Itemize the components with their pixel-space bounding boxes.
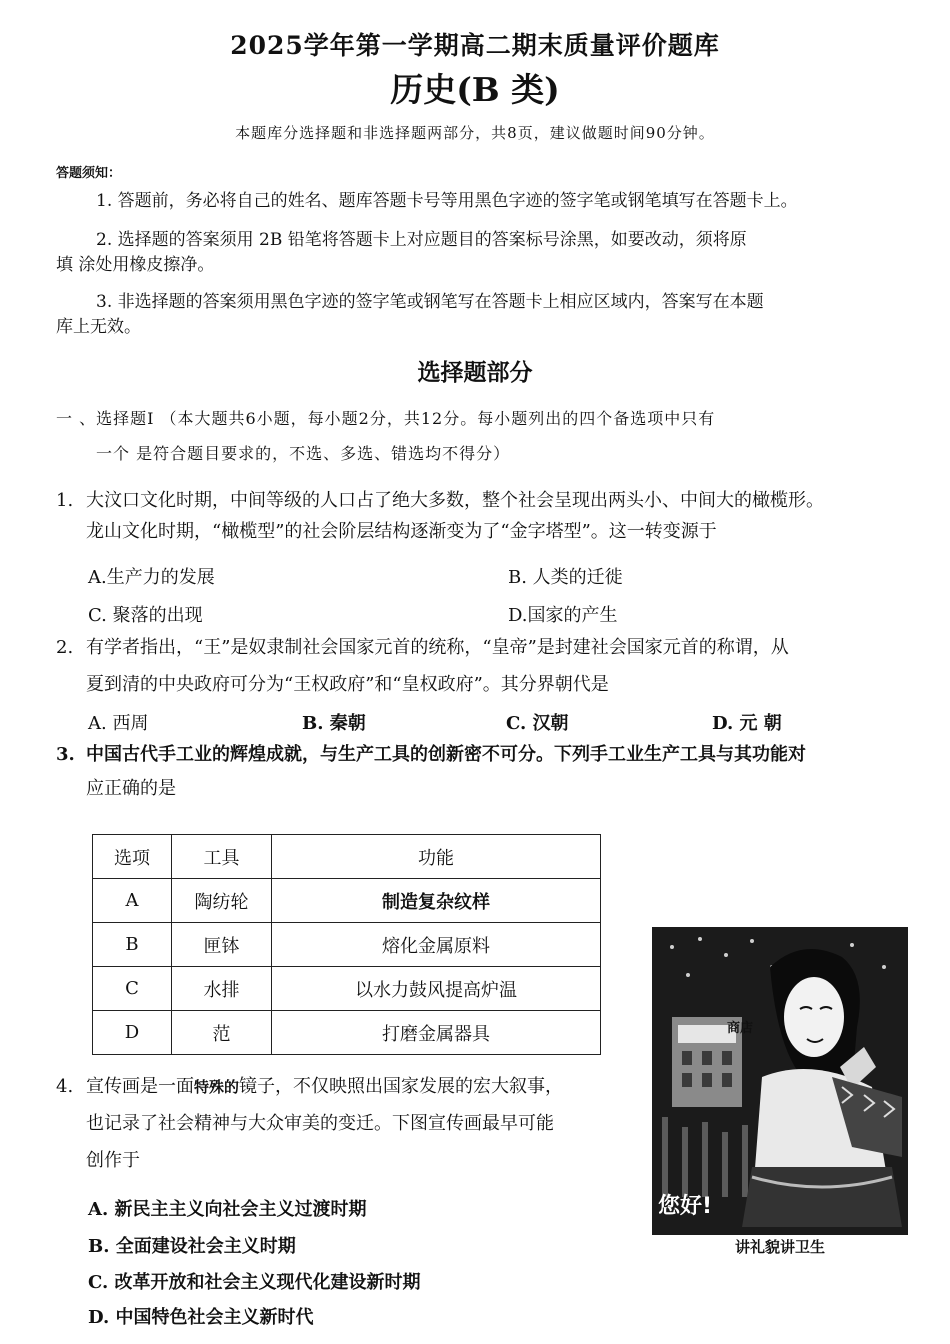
table-cell: A (93, 879, 172, 923)
q1-stem-line-1: 大汶口文化时期，中间等级的人口占了绝大多数，整个社会呈现出两头小、中间大的橄榄形。 (86, 490, 824, 511)
q4-stem-line-3: 创作于 (86, 1150, 140, 1171)
table-header-cell: 功能 (272, 835, 601, 879)
q3-stem-line-2: 应正确的是 (86, 778, 176, 799)
q4-number: 4. (56, 1076, 74, 1097)
poster-signboard: 商店 (726, 1021, 753, 1036)
table-header-cell: 选项 (93, 835, 172, 879)
table-cell: 匣钵 (172, 923, 272, 967)
table-row (93, 879, 601, 923)
table-cell: D (93, 1011, 172, 1055)
part-instructions-line-2: 一个 是符合题目要求的，不选、多选、错选均不得分） (96, 444, 511, 463)
notice-item-3-line-2: 库上无效。 (56, 317, 141, 337)
table-header-cell: 工具 (172, 835, 272, 879)
q2-option-c[interactable]: C. 汉朝 (506, 713, 569, 734)
poster-slogan: 讲礼貌讲卫生 (734, 1238, 825, 1256)
q4-option-a[interactable]: A. 新民主主义向社会主义过渡时期 (88, 1199, 367, 1220)
poster-greeting: 您好! (658, 1194, 713, 1219)
q1-stem-line-2: 龙山文化时期，“橄榄型”的社会阶层结构逐渐变为了“金字塔型”。这一转变源于 (86, 521, 717, 542)
tools-table (92, 834, 601, 1055)
table-header-row (93, 835, 601, 879)
q1-option-d[interactable]: D.国家的产生 (508, 605, 618, 626)
q2-stem-line-2: 夏到清的中央政府可分为“王权政府”和“皇权政府”。其分界朝代是 (86, 674, 609, 695)
exam-intro: 本题库分选择题和非选择题两部分，共8页，建议做题时间90分钟。 (235, 124, 715, 142)
table-cell: B (93, 923, 172, 967)
part-instructions-line-1: 一 、选择题Ⅰ （本大题共6小题，每小题2分，共12分。每小题列出的四个备选项中只有 (56, 409, 716, 428)
table-cell: C (93, 967, 172, 1011)
q4-option-c[interactable]: C. 改革开放和社会主义现代化建设新时期 (88, 1272, 421, 1293)
table-cell: 制造复杂纹样 (272, 879, 601, 923)
q4-option-b[interactable]: B. 全面建设社会主义时期 (88, 1236, 296, 1257)
table-row (93, 1011, 601, 1055)
table-cell: 熔化金属原料 (272, 923, 601, 967)
notice-item-1: 1. 答题前，务必将自己的姓名、题库答题卡号等用黑色字迹的签字笔或钢笔填写在答题卡上。 (96, 191, 798, 211)
q4-stem-line-1 (86, 1068, 563, 1106)
section-title: 选择题部分 (417, 360, 533, 386)
q1-option-a[interactable]: A.生产力的发展 (88, 567, 215, 588)
table-row (93, 923, 601, 967)
subject-title: 历史(B 类) (390, 70, 560, 109)
q1-option-b[interactable]: B. 人类的迁徙 (508, 567, 623, 588)
q3-stem-line-1: 中国古代手工业的辉煌成就，与生产工具的创新密不可分。下列手工业生产工具与其功能对 (86, 744, 806, 765)
q4-stem-part: 宣传画是一面 (86, 1076, 194, 1097)
q2-option-a[interactable]: A. 西周 (88, 713, 149, 734)
notice-heading: 答题须知： (56, 166, 122, 181)
q3-number: 3. (56, 744, 75, 765)
q4-stem-line-2: 也记录了社会精神与大众审美的变迁。下图宣传画最早可能 (86, 1113, 554, 1134)
table-cell: 水排 (172, 967, 272, 1011)
notice-item-2-line-2: 填 涂处用橡皮擦净。 (56, 255, 215, 275)
propaganda-poster (652, 927, 908, 1259)
exam-title: 2025学年第一学期高二期末质量评价题库 (230, 31, 720, 60)
q4-emphasis: 特殊的 (194, 1078, 240, 1096)
q1-number: 1. (56, 490, 74, 511)
table-row (93, 967, 601, 1011)
q1-option-c[interactable]: C. 聚落的出现 (88, 605, 203, 626)
q2-stem-line-1: 有学者指出，“王”是奴隶制社会国家元首的统称，“皇帝”是封建社会国家元首的称谓，从 (86, 637, 789, 658)
table-cell: 陶纺轮 (172, 879, 272, 923)
notice-item-2-line-1: 2. 选择题的答案须用 2B 铅笔将答题卡上对应题目的答案标号涂黑，如要改动，须将原 (96, 230, 747, 250)
q2-number: 2. (56, 637, 74, 658)
table-cell: 范 (172, 1011, 272, 1055)
q4-option-d[interactable]: D. 中国特色社会主义新时代 (88, 1307, 314, 1328)
q2-option-d[interactable]: D. 元 朝 (712, 713, 782, 734)
table-cell: 打磨金属器具 (272, 1011, 601, 1055)
notice-item-3-line-1: 3. 非选择题的答案须用黑色字迹的签字笔或钢笔写在答题卡上相应区域内，答案写在本题 (96, 292, 764, 312)
q4-stem-part: 镜子，不仅映照出国家发展的宏大叙事， (239, 1076, 564, 1097)
table-cell: 以水力鼓风提高炉温 (272, 967, 601, 1011)
q2-option-b[interactable]: B. 秦朝 (302, 713, 366, 734)
